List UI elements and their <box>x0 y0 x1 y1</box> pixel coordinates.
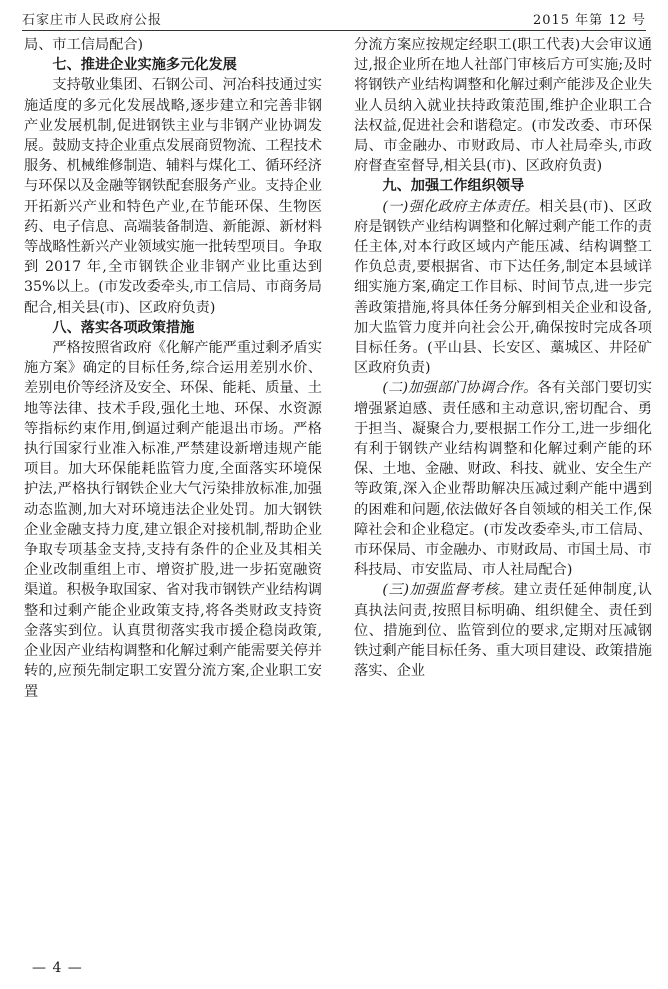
subsection-title: (一)强化政府主体责任。 <box>382 198 540 215</box>
header-divider <box>22 30 646 31</box>
paragraph: 分流方案应按规定经职工(职工代表)大会审议通过,报企业所在地人社部门审核后方可实施;及时将钢铁产业结构调整和化解过剩产能涉及企业失业人员纳入就业扶持政策范围,维护企业职工合法权益,促进社会和谐稳定。(市发改委、市环保局、市金融办、市财政局、市人社局牵头,市政府督查室督导,相关县(市)、区政府负责) <box>354 37 652 175</box>
right-column <box>354 35 652 682</box>
left-column <box>24 35 322 702</box>
subsection-body: 建立责任延伸制度,认真执法问责,按照目标明确、组织健全、责任到位、措施到位、监管到位的要求,定期对压减钢铁过剩产能目标任务、重大项目建设、政策措施落实、企业 <box>354 582 652 680</box>
paragraph: 严格按照省政府《化解产能严重过剩矛盾实施方案》确定的目标任务,综合运用差别水价、差别电价等经济及安全、环保、能耗、质量、土地等法律、技术手段,强化土地、环保、水资源等指标约束作用,倒逼过剩产能退出市场。严格执行国家行业准入标准,严禁建设新增违规产能项目。加大环保能耗监管力度,全面落实环境保护法,严格执行钢铁企业大气污染排放标准,加强动态监测,加大对环境违法企业处罚。加大钢铁企业金融支持力度,建立银企对接机制,帮助企业争取专项基金支持,支持有条件的企业及其相关企业改制重组上市、增资扩股,进一步拓宽融资渠道。积极争取国家、省对我市钢铁产业结构调整和过剩产能企业政策支持,将各类财政支持资金落实到位。认真贯彻落实我市援企稳岗政策,企业因产业结构调整和化解过剩产能需要关停并转的,应预先制定职工安置分流方案,企业职工安置 <box>24 340 322 700</box>
subsection-body: 各有关部门要切实增强紧迫感、责任感和主动意识,密切配合、勇于担当、凝聚合力,要根据工作分工,进一步细化有利于钢铁产业结构调整和化解过剩产能的环保、土地、金融、财政、科技、就业、安全生产等政策,深入企业帮助解决压减过剩产能中遇到的困难和问题,依法做好各自领域的相关工作,保障社会和企业稳定。(市发改委牵头,市工信局、市环保局、市金融办、市财政局、市国土局、市科技局、市安监局、市人社局配合) <box>354 380 652 579</box>
page-header <box>22 6 646 28</box>
subsection-title: (二)加强部门协调合作。 <box>382 380 538 397</box>
section-heading: 八、落实各项政策措施 <box>52 319 195 336</box>
paragraph <box>354 378 652 580</box>
paragraph <box>354 580 652 681</box>
paragraph: 局、市工信局配合) <box>24 37 144 53</box>
subsection-title: (三)加强监督考核。 <box>382 582 514 599</box>
page-number: — 4 — <box>32 960 83 976</box>
section-heading: 七、推进企业实施多元化发展 <box>52 57 237 74</box>
issue-number: 2015 年第 12 号 <box>532 13 646 28</box>
paragraph <box>354 197 652 379</box>
subsection-body: 相关县(市)、区政府是钢铁产业结构调整和化解过剩产能工作的责任主体,对本行政区域内产能压减、结构调整工作负总责,要根据省、市下达任务,制定本县域详细实施方案,确定工作目标、时间节点,进一步完善政策措施,将具体任务分解到相关企业和设备,加大监管力度并向社会公开,确保按时完成各项目标任务。(平山县、长安区、藁城区、井陉矿区政府负责) <box>354 198 652 377</box>
publication-title: 石家庄市人民政府公报 <box>22 13 163 28</box>
paragraph: 支持敬业集团、石钢公司、河冶科技通过实施适度的多元化发展战略,逐步建立和完善非钢产业发展机制,促进钢铁主业与非钢产业协调发展。鼓励支持企业重点发展商贸物流、工程技术服务、机械维修制造、辅料与煤化工、循环经济与环保以及金融等钢铁配套服务产业。支持企业开拓新兴产业和特色产业,在节能环保、生物医药、电子信息、高端装备制造、新能源、新材料等战略性新兴产业领域实施一批转型项目。争取到 2017 年,全市钢铁企业非钢产业比重达到 35%以上。(市发改委牵头,市工信局、市商务局配合,相关县(市)、区政府负责) <box>24 77 322 316</box>
section-heading: 九、加强工作组织领导 <box>382 178 525 195</box>
